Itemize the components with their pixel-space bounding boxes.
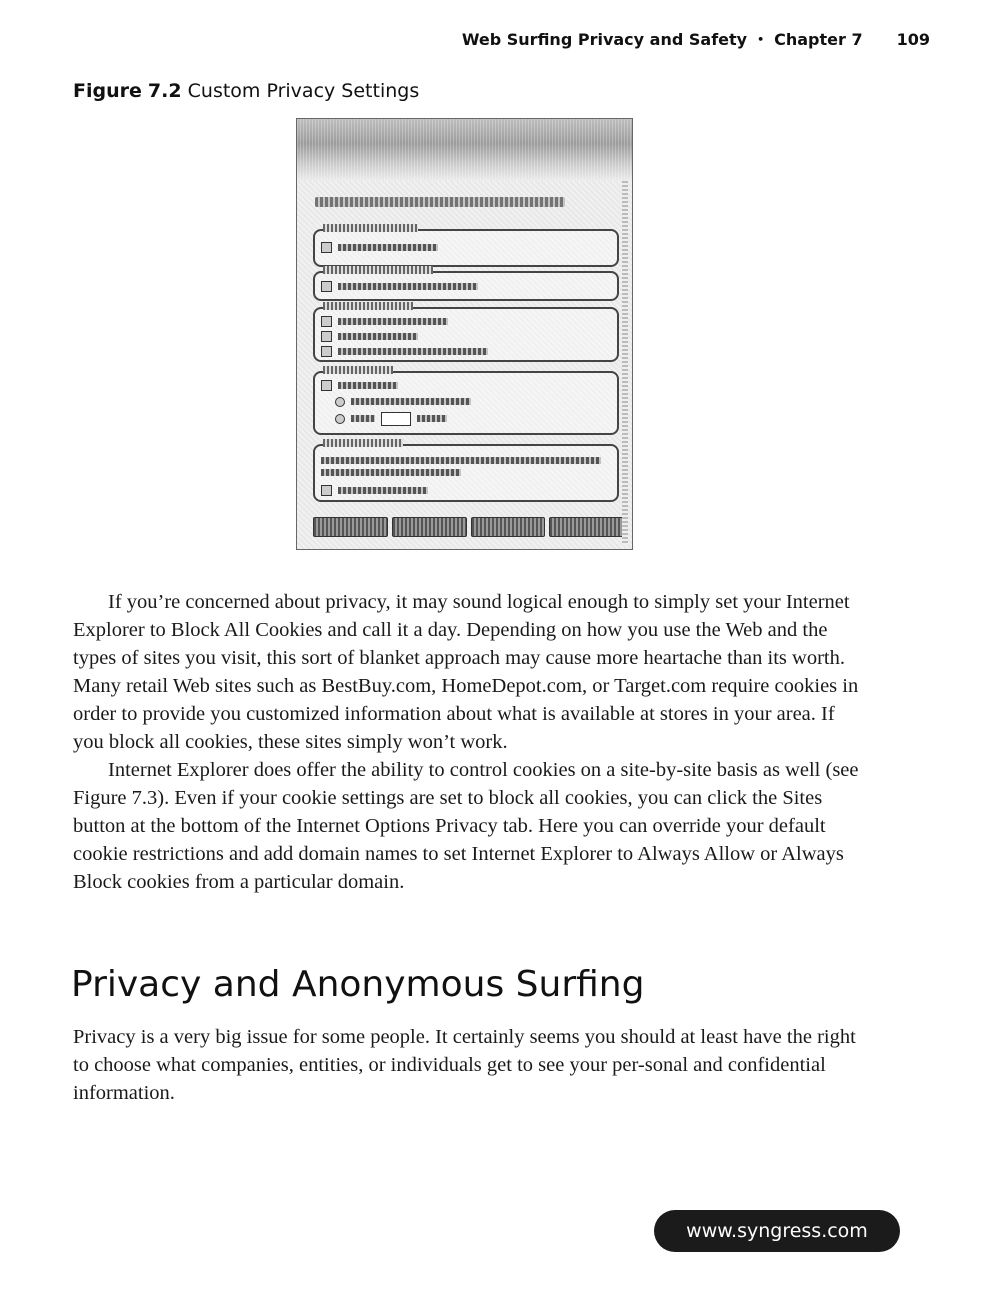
- privacy-settings-screenshot: [296, 118, 633, 550]
- figure-label: Figure: [73, 80, 142, 102]
- screenshot-group-2: [313, 271, 619, 301]
- publisher-url-badge[interactable]: [654, 1210, 900, 1252]
- spin-box: [381, 412, 411, 426]
- figure-caption: [73, 80, 419, 102]
- screenshot-titlebar: [297, 119, 632, 181]
- page-number: 109: [896, 30, 930, 49]
- radio-icon: [335, 414, 345, 424]
- running-title: Web Surfing Privacy and Safety: [461, 30, 748, 49]
- checkbox-icon: [321, 380, 332, 391]
- screenshot-group-1: [313, 229, 619, 267]
- paragraph: Privacy is a very big issue for some people. It certainly seems you should at least have the right to choose what companies, entities, or individuals get to see your per-sonal and confidential information.: [73, 1026, 856, 1104]
- checkbox-icon: [321, 281, 332, 292]
- radio-icon: [335, 397, 345, 407]
- screenshot-scrollbar: [622, 181, 628, 545]
- checkbox-icon: [321, 485, 332, 496]
- checkbox-icon: [321, 331, 332, 342]
- screenshot-group-5: [313, 444, 619, 502]
- screenshot-group-4: [313, 371, 619, 435]
- section-heading: Privacy and Anonymous Surfing: [71, 964, 645, 1005]
- figure-title: Custom Privacy Settings: [187, 80, 420, 102]
- checkbox-icon: [321, 316, 332, 327]
- publisher-url[interactable]: www.syngress.com: [686, 1220, 868, 1242]
- checkbox-icon: [321, 242, 332, 253]
- paragraph: Internet Explorer does offer the ability to control cookies on a site-by-site basis as well (see Figure 7.3). Even if your cookie settings are set to block all cookies, you can click the Sites button at the bottom of the Internet Options Privacy tab. Here you can override your default cookie restrictions and add domain names to set Internet Explorer to Always Allow or Always Block cookies from a particular domain.: [73, 759, 859, 893]
- separator-bullet: •: [757, 33, 765, 46]
- paragraph: If you’re concerned about privacy, it may sound logical enough to simply set your Internet Explorer to Block All Cookies and call it a day. Depending on how you use the Web and the types of sites you visit, this sort of blanket approach may cause more heartache than its worth. Many retail Web sites such as BestBuy.com, HomeDepot.com, or Target.com require cookies in order to provide you customized information about what is available at stores in your area. If you block all cookies, these sites simply won’t work.: [73, 591, 859, 753]
- screenshot-buttons: [313, 517, 624, 537]
- figure-number: 7.2: [147, 80, 182, 102]
- section-body: [73, 1023, 863, 1107]
- screenshot-intro-text: [315, 197, 565, 207]
- checkbox-icon: [321, 346, 332, 357]
- chapter-label: Chapter 7: [774, 30, 863, 49]
- screenshot-group-3: [313, 307, 619, 362]
- body-text: [73, 588, 863, 896]
- running-head: [420, 30, 930, 49]
